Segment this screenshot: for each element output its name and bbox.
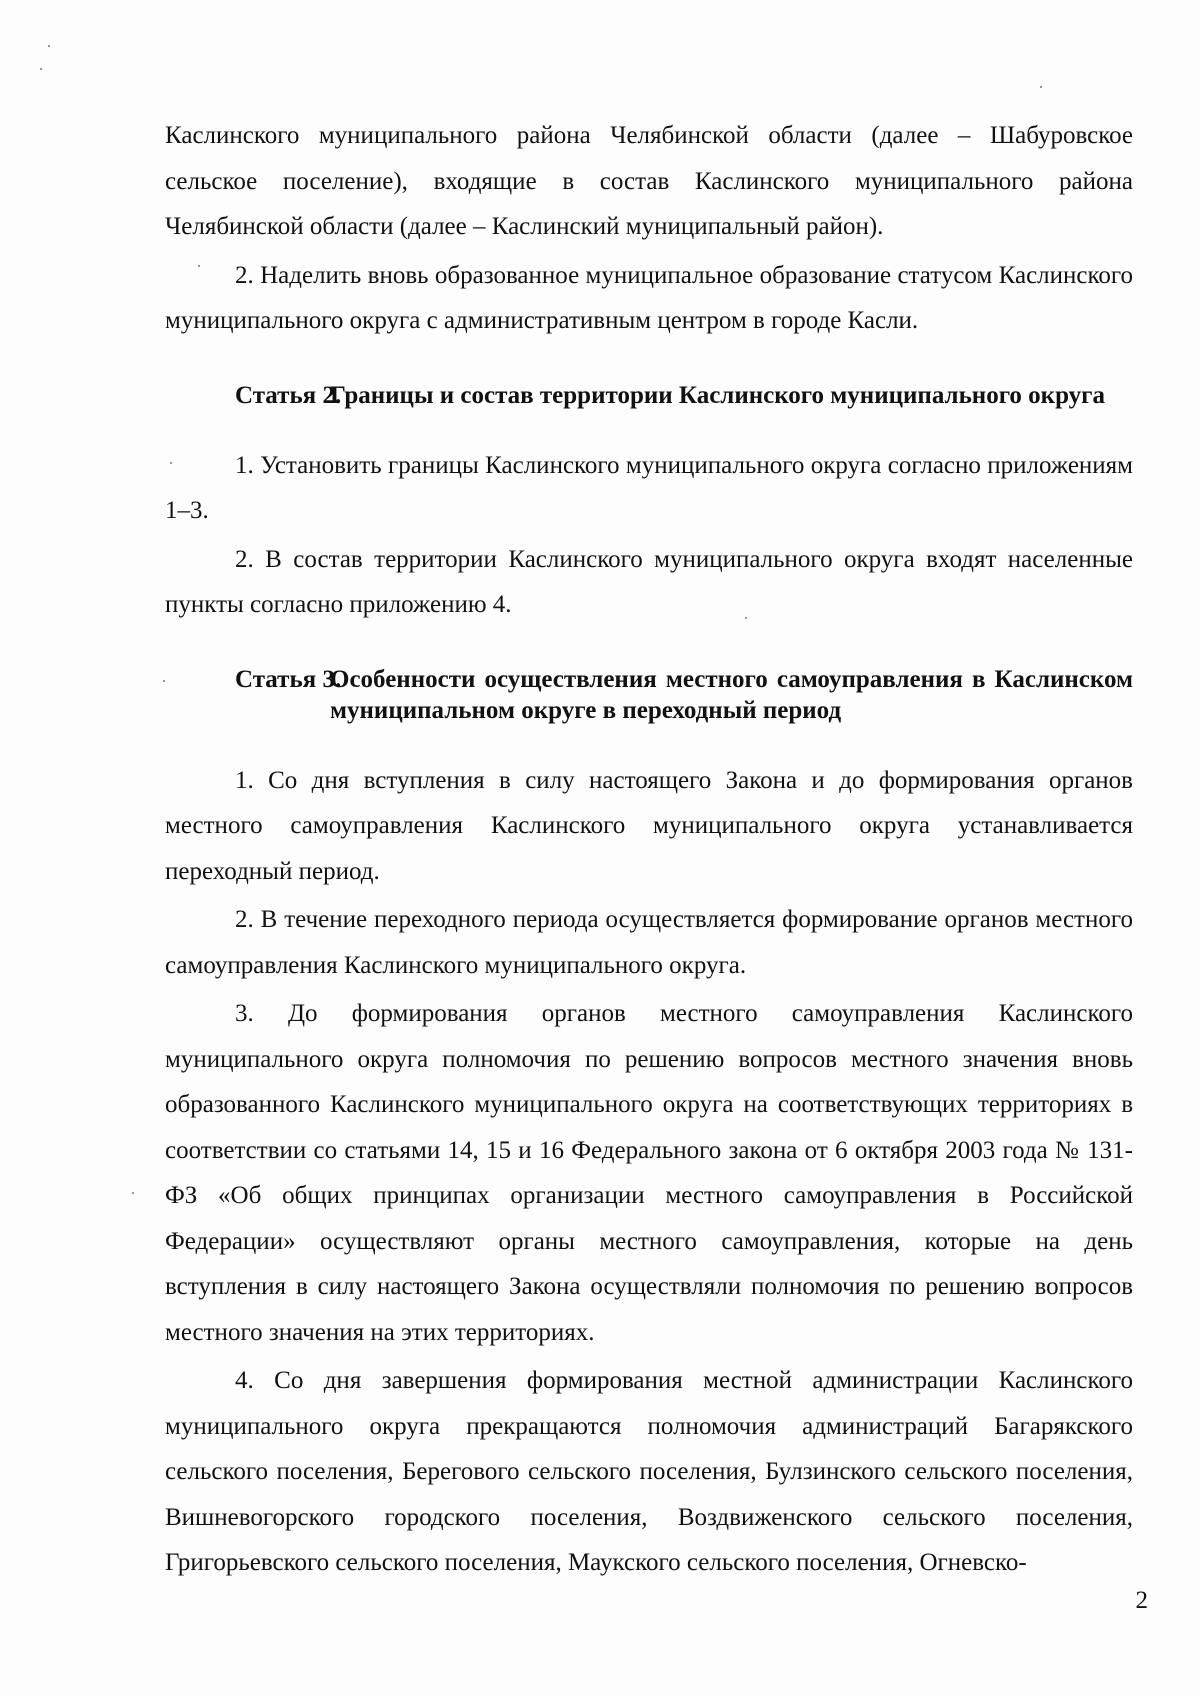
scan-speck xyxy=(1040,86,1042,88)
article-3-paragraph-2: 2. В течение переходного периода осуществляется формирование органов местного самоуправления Каслинского муниципального округа. xyxy=(165,906,1133,979)
scan-speck xyxy=(40,68,42,70)
article-2-paragraph-1: 1. Установить границы Каслинского муниципального округа согласно приложениям 1–3. xyxy=(165,451,1133,524)
article-2-number: Статья 2. xyxy=(235,381,342,409)
document-body xyxy=(165,113,1133,1586)
paragraph-intro-2: 2. Наделить вновь образованное муниципальное образование статусом Каслинского муниципального округа с административным центром в городе Касли. xyxy=(165,261,1133,334)
article-3-paragraph-4: 4. Со дня завершения формирования местной администрации Каслинского муниципального округа прекращаются полномочия администраций Багарякского сельского поселения, Берегового сельского поселения, Булзинского сельского поселения, Вишневогорского городского поселения, Воздвиженского сельского поселения, Григорьевского сельского поселения, Маукского сельского поселения, Огневско- xyxy=(165,1367,1133,1576)
paragraph-intro-continuation: Каслинского муниципального района Челябинской области (далее – Шабуровское сельское поселение), входящие в состав Каслинского муниципального района Челябинской области (далее – Каслинский муниципальный район). xyxy=(165,122,1133,240)
article-3-number: Статья 3. xyxy=(235,665,342,693)
article-2-paragraph-2: 2. В состав территории Каслинского муниципального округа входят населенные пункты согласно приложению 4. xyxy=(165,545,1133,618)
article-2-heading xyxy=(165,380,1133,411)
article-2-title: Границы и состав территории Каслинского муниципального округа xyxy=(330,381,1106,409)
scan-speck xyxy=(132,1192,134,1194)
article-3-title: Особенности осуществления местного самоуправления в Каслинском муниципальном округе в переходный период xyxy=(330,665,1133,724)
article-3-paragraph-3: 3. До формирования органов местного самоуправления Каслинского муниципального округа полномочия по решению вопросов местного значения вновь образованного Каслинского муниципального округа на соответствующих территориях в соответствии со статьями 14, 15 и 16 Федерального закона от 6 октября 2003 года № 131-ФЗ «Об общих принципах организации местного самоуправления в Российской Федерации» осуществляют органы местного самоуправления, которые на день вступления в силу настоящего Закона осуществляли полномочия по решению вопросов местного значения на этих территориях. xyxy=(165,1000,1133,1346)
page-number: 2 xyxy=(1135,1587,1148,1614)
scan-speck xyxy=(48,45,50,47)
article-3-heading xyxy=(165,664,1133,726)
article-3-paragraph-1: 1. Со дня вступления в силу настоящего Закона и до формирования органов местного самоуправления Каслинского муниципального округа устанавливается переходный период. xyxy=(165,766,1133,885)
